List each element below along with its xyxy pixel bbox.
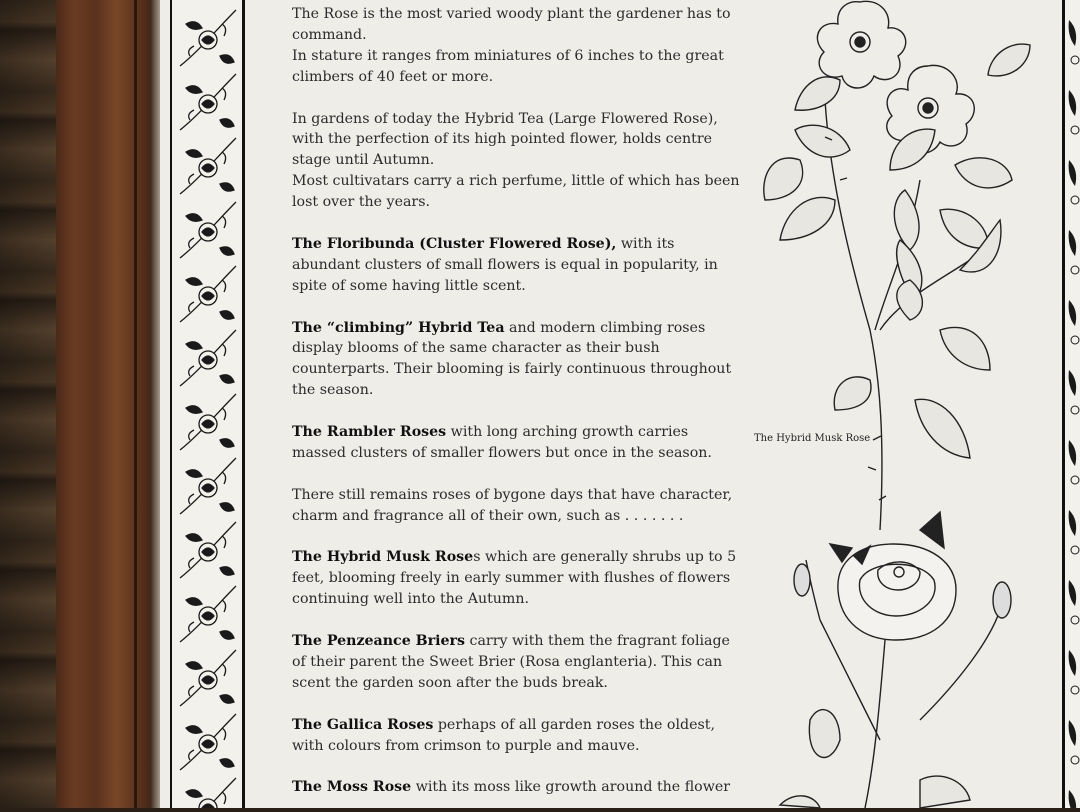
line-text: counterparts. Their blooming is fairly continuous throughout	[292, 361, 732, 378]
rose-border-right	[1062, 0, 1080, 808]
paragraph	[292, 318, 732, 402]
paragraph	[292, 547, 737, 610]
paragraph	[292, 4, 731, 88]
bold-heading: The Penzeance Briers	[292, 633, 466, 650]
paragraph	[292, 109, 740, 214]
illustration-caption: The Hybrid Musk Rose	[754, 433, 871, 444]
line-text: massed clusters of smaller flowers but once in the season.	[292, 444, 712, 461]
text-line	[292, 736, 722, 757]
text-line	[292, 547, 737, 568]
paragraph	[292, 777, 731, 798]
line-text: feet, blooming freely in early summer with flushes of flowers	[292, 570, 731, 587]
rose-illustration	[740, 0, 1060, 808]
hybrid-musk-rose-drawing-icon	[740, 0, 1060, 808]
line-text: In gardens of today the Hybrid Tea (Large Flowered Rose),	[292, 110, 718, 127]
text-line	[292, 589, 722, 610]
line-text: The Rose is the most varied woody plant the gardener has to	[292, 6, 731, 22]
text-line	[292, 652, 722, 673]
bold-heading: The Moss Rose	[292, 779, 412, 796]
text-line	[292, 777, 731, 798]
text-line	[292, 506, 722, 527]
line-text: with the perfection of its high pointed flower, holds centre	[292, 131, 713, 148]
rose-border-ornament-icon	[172, 0, 242, 808]
line-text: stage until Autumn.	[292, 152, 435, 169]
text-line	[292, 67, 722, 88]
line-text: climbers of 40 feet or more.	[292, 68, 494, 85]
bold-heading: The Hybrid Musk Rose	[292, 549, 474, 566]
bold-heading: The “climbing” Hybrid Tea	[292, 319, 505, 336]
line-text: Most cultivatars carry a rich perfume, little of which has been	[292, 173, 740, 190]
text-line	[292, 4, 731, 25]
text-line	[292, 150, 722, 171]
line-text: abundant clusters of small flowers is equal in popularity, in	[292, 256, 718, 273]
bold-heading: The Floribunda (Cluster Flowered Rose),	[292, 235, 617, 252]
line-text: display blooms of the same character as their bush	[292, 340, 660, 357]
line-text: lost over the years.	[292, 194, 431, 211]
text-line	[292, 673, 722, 694]
text-line	[292, 171, 740, 192]
text-line	[292, 46, 722, 67]
text-line	[292, 129, 722, 150]
text-line	[292, 422, 722, 443]
paragraph	[292, 715, 722, 757]
line-text: with its	[616, 235, 675, 252]
bold-heading: The Rambler Roses	[292, 424, 447, 441]
text-line	[292, 192, 722, 213]
paragraph	[292, 234, 722, 297]
line-text: with long arching growth carries	[446, 424, 689, 441]
text-line	[292, 255, 722, 276]
text-line	[292, 715, 722, 736]
text-line	[292, 568, 731, 589]
text-line	[292, 443, 722, 464]
paragraph	[292, 631, 730, 694]
text-line	[292, 631, 730, 652]
line-text: command.	[292, 26, 367, 43]
line-text: perhaps of all garden roses the oldest,	[433, 716, 715, 733]
text-line	[292, 380, 722, 401]
line-text: In stature it ranges from miniatures of 6 inches to the great	[292, 47, 724, 64]
text-line	[292, 338, 722, 359]
line-text: charm and fragrance all of their own, such as . . . . . . .	[292, 507, 684, 524]
line-text: continuing well into the Autumn.	[292, 591, 530, 608]
text-line	[292, 276, 722, 297]
sign-text	[292, 4, 740, 798]
line-text: There still remains roses of bygone days that have character,	[292, 486, 733, 503]
paragraph	[292, 485, 733, 527]
paragraph	[292, 422, 722, 464]
wooden-frame	[56, 0, 156, 808]
brick-wall	[0, 0, 60, 808]
rose-bloom	[830, 512, 956, 640]
text-line	[292, 485, 733, 506]
rose-border-ornament-right-icon	[1065, 0, 1080, 808]
line-text: the season.	[292, 382, 374, 399]
bold-heading: The Gallica Roses	[292, 716, 434, 733]
line-text: carry with them the fragrant foliage	[465, 633, 730, 650]
line-text: and modern climbing roses	[504, 319, 706, 336]
line-text: s which are generally shrubs up to 5	[473, 549, 737, 566]
text-line	[292, 318, 722, 339]
text-line	[292, 25, 722, 46]
line-text: with its moss like growth around the flower	[411, 779, 731, 796]
rose-border-left	[170, 0, 245, 808]
line-text: of their parent the Sweet Brier (Rosa englanteria). This can	[292, 653, 723, 670]
line-text: scent the garden soon after the buds break.	[292, 674, 608, 691]
musk-rose-flower-1	[817, 1, 905, 88]
text-line	[292, 109, 722, 130]
line-text: with colours from crimson to purple and mauve.	[292, 737, 640, 754]
line-text: spite of some having little scent.	[292, 277, 526, 294]
text-line	[292, 234, 722, 255]
text-line	[292, 359, 732, 380]
